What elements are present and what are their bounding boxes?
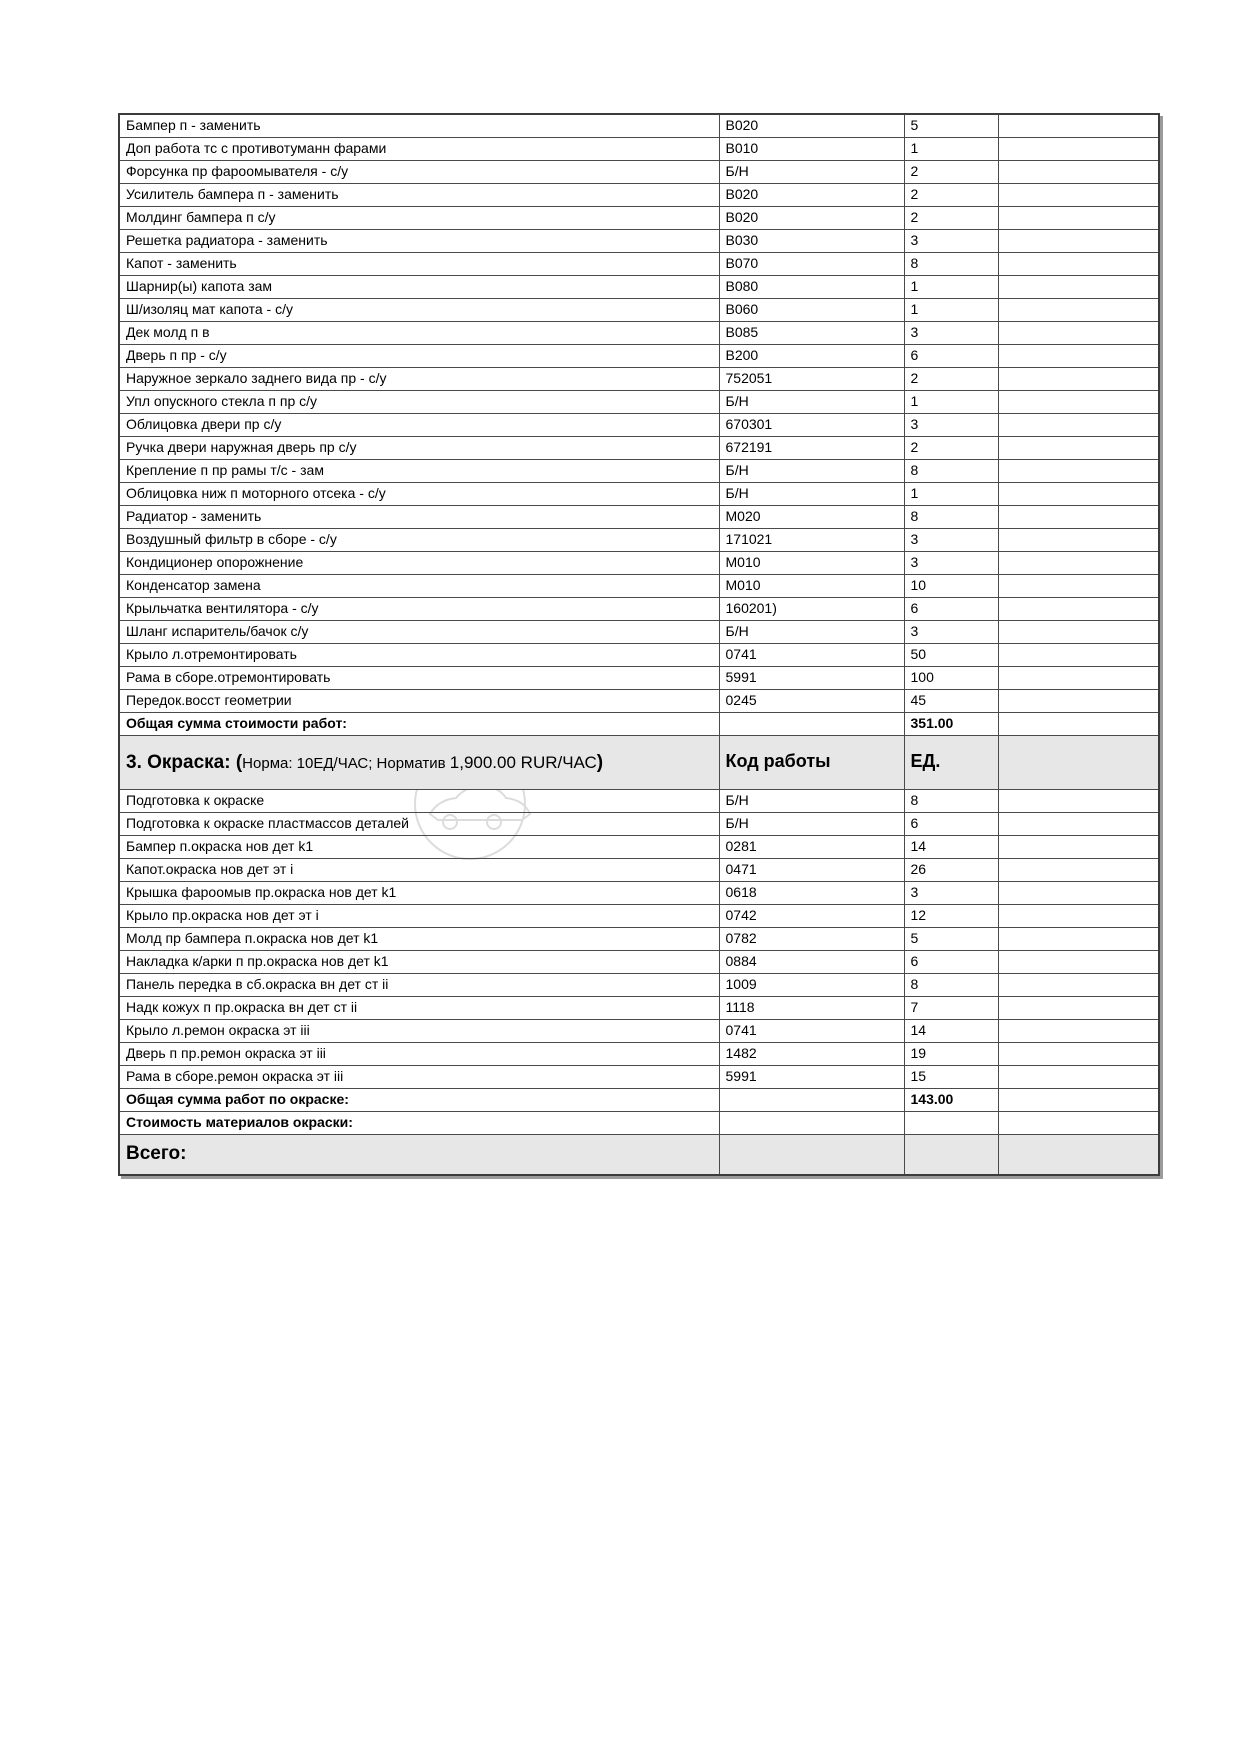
paint-materials-row bbox=[119, 1112, 1159, 1135]
work-units-cell: 8 bbox=[904, 253, 998, 276]
table-row bbox=[119, 230, 1159, 253]
empty-cell bbox=[998, 951, 1159, 974]
work-units-cell: 8 bbox=[904, 974, 998, 997]
work-code-cell: 0782 bbox=[719, 928, 904, 951]
work-units-cell: 100 bbox=[904, 667, 998, 690]
empty-cell bbox=[998, 506, 1159, 529]
table-row bbox=[119, 951, 1159, 974]
total-value-cell: 351.00 bbox=[904, 713, 998, 736]
work-description-cell: Доп работа тс с противотуманн фарами bbox=[119, 138, 719, 161]
work-units-cell: 3 bbox=[904, 621, 998, 644]
work-description-cell: Крыло л.отремонтировать bbox=[119, 644, 719, 667]
table-row bbox=[119, 690, 1159, 713]
work-description-cell: Рама в сборе.отремонтировать bbox=[119, 667, 719, 690]
table-row bbox=[119, 598, 1159, 621]
table-row bbox=[119, 1066, 1159, 1089]
work-units-cell: 5 bbox=[904, 928, 998, 951]
work-description-cell: Капот.окраска нов дет эт i bbox=[119, 859, 719, 882]
work-description-cell: Накладка к/арки п пр.окраска нов дет k1 bbox=[119, 951, 719, 974]
table-row bbox=[119, 905, 1159, 928]
empty-cell bbox=[998, 230, 1159, 253]
table-row bbox=[119, 974, 1159, 997]
paint-total-row bbox=[119, 1089, 1159, 1112]
empty-cell bbox=[998, 690, 1159, 713]
table-row bbox=[119, 483, 1159, 506]
table-row bbox=[119, 276, 1159, 299]
work-code-cell: B060 bbox=[719, 299, 904, 322]
work-code-cell: B020 bbox=[719, 184, 904, 207]
empty-cell bbox=[998, 997, 1159, 1020]
work-description-cell: Рама в сборе.ремон окраска эт iii bbox=[119, 1066, 719, 1089]
work-description-cell: Молд пр бампера п.окраска нов дет k1 bbox=[119, 928, 719, 951]
work-description-cell: Крышка фароомыв пр.окраска нов дет k1 bbox=[119, 882, 719, 905]
table-row bbox=[119, 322, 1159, 345]
work-description-cell: Бампер п.окраска нов дет k1 bbox=[119, 836, 719, 859]
table-row bbox=[119, 621, 1159, 644]
work-units-cell: 14 bbox=[904, 1020, 998, 1043]
empty-cell bbox=[998, 322, 1159, 345]
work-code-cell: 5991 bbox=[719, 667, 904, 690]
table-row bbox=[119, 161, 1159, 184]
total-label-cell: Общая сумма работ по окраске: bbox=[119, 1089, 719, 1112]
work-units-cell: 14 bbox=[904, 836, 998, 859]
table-row bbox=[119, 345, 1159, 368]
empty-cell bbox=[998, 138, 1159, 161]
work-code-cell: B070 bbox=[719, 253, 904, 276]
work-description-cell: Крыло пр.окраска нов дет эт i bbox=[119, 905, 719, 928]
empty-cell bbox=[998, 437, 1159, 460]
table-row bbox=[119, 414, 1159, 437]
estimate-table-body bbox=[119, 114, 1159, 1175]
empty-cell bbox=[998, 391, 1159, 414]
work-units-cell: 3 bbox=[904, 882, 998, 905]
work-code-cell: 0471 bbox=[719, 859, 904, 882]
work-code-cell: 672191 bbox=[719, 437, 904, 460]
empty-cell bbox=[998, 1066, 1159, 1089]
empty-cell bbox=[998, 621, 1159, 644]
paint-section-title-part: Норма: 10ЕД/ЧАС; Норматив bbox=[242, 754, 450, 772]
table-row bbox=[119, 997, 1159, 1020]
empty-cell bbox=[998, 736, 1159, 790]
work-code-cell: 752051 bbox=[719, 368, 904, 391]
paint-section-title-part: 3. Окраска: ( bbox=[126, 751, 243, 773]
table-row bbox=[119, 644, 1159, 667]
work-code-cell: 0741 bbox=[719, 1020, 904, 1043]
work-description-cell: Подготовка к окраске bbox=[119, 790, 719, 813]
empty-cell bbox=[998, 644, 1159, 667]
empty-cell bbox=[998, 598, 1159, 621]
paint-section-title-part: 1,900.00 RUR/ЧАС bbox=[449, 752, 597, 772]
table-row bbox=[119, 667, 1159, 690]
empty-cell bbox=[998, 368, 1159, 391]
work-units-cell: 2 bbox=[904, 184, 998, 207]
work-description-cell: Панель передка в сб.окраска вн дет ст ii bbox=[119, 974, 719, 997]
work-units-cell: 3 bbox=[904, 414, 998, 437]
empty-cell bbox=[998, 836, 1159, 859]
work-units-cell: 6 bbox=[904, 813, 998, 836]
table-row bbox=[119, 882, 1159, 905]
empty-cell bbox=[998, 552, 1159, 575]
labor-total-row bbox=[119, 713, 1159, 736]
work-description-cell: Упл опускного стекла п пр с/у bbox=[119, 391, 719, 414]
table-row bbox=[119, 552, 1159, 575]
empty-cell bbox=[998, 483, 1159, 506]
work-description-cell: Облицовка двери пр с/у bbox=[119, 414, 719, 437]
paint-section-title-part: ) bbox=[596, 751, 604, 773]
work-description-cell: Передок.восст геометрии bbox=[119, 690, 719, 713]
total-label-cell: Общая сумма стоимости работ: bbox=[119, 713, 719, 736]
work-description-cell: Ручка двери наружная дверь пр с/у bbox=[119, 437, 719, 460]
table-row bbox=[119, 368, 1159, 391]
work-units-cell: 12 bbox=[904, 905, 998, 928]
empty-cell bbox=[998, 1020, 1159, 1043]
work-description-cell: Воздушный фильтр в сборе - с/у bbox=[119, 529, 719, 552]
empty-cell bbox=[998, 529, 1159, 552]
empty-cell bbox=[719, 1089, 904, 1112]
work-code-cell: M010 bbox=[719, 552, 904, 575]
work-description-cell: Ш/изоляц мат капота - с/у bbox=[119, 299, 719, 322]
work-units-cell: 2 bbox=[904, 437, 998, 460]
work-description-cell: Молдинг бампера п с/у bbox=[119, 207, 719, 230]
work-description-cell: Крепление п пр рамы т/с - зам bbox=[119, 460, 719, 483]
work-description-cell: Кондиционер опорожнение bbox=[119, 552, 719, 575]
work-code-cell: 670301 bbox=[719, 414, 904, 437]
table-row bbox=[119, 138, 1159, 161]
work-units-cell: 5 bbox=[904, 114, 998, 138]
empty-cell bbox=[998, 345, 1159, 368]
grand-total-row bbox=[119, 1135, 1159, 1176]
table-row bbox=[119, 813, 1159, 836]
empty-cell bbox=[998, 859, 1159, 882]
paint-section-header-row bbox=[119, 736, 1159, 790]
empty-cell bbox=[998, 790, 1159, 813]
table-row bbox=[119, 1043, 1159, 1066]
empty-cell bbox=[998, 1089, 1159, 1112]
work-code-cell: B200 bbox=[719, 345, 904, 368]
table-row bbox=[119, 575, 1159, 598]
empty-cell bbox=[998, 253, 1159, 276]
table-row bbox=[119, 114, 1159, 138]
work-code-cell: M010 bbox=[719, 575, 904, 598]
work-description-cell: Дек молд п в bbox=[119, 322, 719, 345]
empty-cell bbox=[998, 1043, 1159, 1066]
work-units-cell: 3 bbox=[904, 322, 998, 345]
work-code-cell: Б/Н bbox=[719, 790, 904, 813]
work-units-cell: 19 bbox=[904, 1043, 998, 1066]
work-description-cell: Бампер п - заменить bbox=[119, 114, 719, 138]
table-row bbox=[119, 437, 1159, 460]
work-units-cell: 6 bbox=[904, 598, 998, 621]
work-code-cell: 0741 bbox=[719, 644, 904, 667]
work-units-cell: 1 bbox=[904, 138, 998, 161]
work-units-cell: 8 bbox=[904, 506, 998, 529]
work-units-cell: 45 bbox=[904, 690, 998, 713]
work-units-cell: 6 bbox=[904, 951, 998, 974]
work-code-cell: 0245 bbox=[719, 690, 904, 713]
table-row bbox=[119, 859, 1159, 882]
work-description-cell: Подготовка к окраске пластмассов деталей bbox=[119, 813, 719, 836]
table-row bbox=[119, 529, 1159, 552]
empty-cell bbox=[998, 207, 1159, 230]
work-code-cell: Б/Н bbox=[719, 161, 904, 184]
table-row bbox=[119, 299, 1159, 322]
empty-cell bbox=[998, 184, 1159, 207]
work-units-cell: 1 bbox=[904, 391, 998, 414]
work-units-cell: 2 bbox=[904, 368, 998, 391]
empty-cell bbox=[719, 713, 904, 736]
empty-cell bbox=[998, 1112, 1159, 1135]
work-code-cell: 1482 bbox=[719, 1043, 904, 1066]
empty-cell bbox=[998, 299, 1159, 322]
paint-section-title-cell bbox=[119, 736, 719, 790]
empty-cell bbox=[998, 575, 1159, 598]
work-code-cell: 1009 bbox=[719, 974, 904, 997]
work-units-cell: 2 bbox=[904, 161, 998, 184]
work-description-cell: Надк кожух п пр.окраска вн дет ст ii bbox=[119, 997, 719, 1020]
work-units-cell: 2 bbox=[904, 207, 998, 230]
work-code-cell: 1118 bbox=[719, 997, 904, 1020]
work-code-cell: Б/Н bbox=[719, 621, 904, 644]
work-code-cell: B020 bbox=[719, 114, 904, 138]
table-row bbox=[119, 506, 1159, 529]
empty-cell bbox=[998, 161, 1159, 184]
empty-cell bbox=[998, 713, 1159, 736]
grand-total-label-cell: Всего: bbox=[119, 1135, 719, 1176]
empty-cell bbox=[719, 1135, 904, 1176]
empty-cell bbox=[998, 974, 1159, 997]
work-units-cell: 50 bbox=[904, 644, 998, 667]
work-units-cell: 3 bbox=[904, 230, 998, 253]
work-description-cell: Крыльчатка вентилятора - с/у bbox=[119, 598, 719, 621]
work-units-cell: 1 bbox=[904, 483, 998, 506]
work-units-cell: 8 bbox=[904, 790, 998, 813]
work-units-cell: 1 bbox=[904, 299, 998, 322]
table-row bbox=[119, 460, 1159, 483]
work-units-cell: 3 bbox=[904, 529, 998, 552]
empty-cell bbox=[998, 114, 1159, 138]
work-description-cell: Шарнир(ы) капота зам bbox=[119, 276, 719, 299]
column-header-code-cell: Код работы bbox=[719, 736, 904, 790]
work-code-cell: 0884 bbox=[719, 951, 904, 974]
work-code-cell: Б/Н bbox=[719, 813, 904, 836]
empty-cell bbox=[904, 1135, 998, 1176]
work-units-cell: 15 bbox=[904, 1066, 998, 1089]
work-code-cell: 0281 bbox=[719, 836, 904, 859]
work-code-cell: B010 bbox=[719, 138, 904, 161]
empty-cell bbox=[719, 1112, 904, 1135]
work-description-cell: Форсунка пр фароомывателя - с/у bbox=[119, 161, 719, 184]
work-units-cell: 10 bbox=[904, 575, 998, 598]
work-code-cell: 171021 bbox=[719, 529, 904, 552]
empty-cell bbox=[998, 667, 1159, 690]
work-code-cell: B085 bbox=[719, 322, 904, 345]
work-units-cell: 3 bbox=[904, 552, 998, 575]
work-description-cell: Капот - заменить bbox=[119, 253, 719, 276]
work-description-cell: Шланг испаритель/бачок с/у bbox=[119, 621, 719, 644]
work-code-cell: B020 bbox=[719, 207, 904, 230]
work-description-cell: Решетка радиатора - заменить bbox=[119, 230, 719, 253]
empty-cell bbox=[998, 928, 1159, 951]
estimate-table bbox=[118, 113, 1160, 1176]
empty-cell bbox=[998, 276, 1159, 299]
table-row bbox=[119, 207, 1159, 230]
work-units-cell: 26 bbox=[904, 859, 998, 882]
work-description-cell: Радиатор - заменить bbox=[119, 506, 719, 529]
empty-cell bbox=[998, 1135, 1159, 1176]
empty-cell bbox=[998, 813, 1159, 836]
work-units-cell: 7 bbox=[904, 997, 998, 1020]
work-description-cell: Дверь п пр.ремон окраска эт iii bbox=[119, 1043, 719, 1066]
total-value-cell: 143.00 bbox=[904, 1089, 998, 1112]
work-code-cell: 5991 bbox=[719, 1066, 904, 1089]
column-header-units-cell: ЕД. bbox=[904, 736, 998, 790]
work-description-cell: Крыло л.ремон окраска эт iii bbox=[119, 1020, 719, 1043]
work-description-cell: Дверь п пр - с/у bbox=[119, 345, 719, 368]
work-code-cell: Б/Н bbox=[719, 460, 904, 483]
work-units-cell: 6 bbox=[904, 345, 998, 368]
table-row bbox=[119, 1020, 1159, 1043]
work-description-cell: Наружное зеркало заднего вида пр - с/у bbox=[119, 368, 719, 391]
table-row bbox=[119, 928, 1159, 951]
work-code-cell: M020 bbox=[719, 506, 904, 529]
empty-cell bbox=[998, 905, 1159, 928]
work-code-cell: Б/Н bbox=[719, 391, 904, 414]
empty-cell bbox=[998, 882, 1159, 905]
table-row bbox=[119, 790, 1159, 813]
work-code-cell: Б/Н bbox=[719, 483, 904, 506]
work-description-cell: Облицовка ниж п моторного отсека - с/у bbox=[119, 483, 719, 506]
work-units-cell: 1 bbox=[904, 276, 998, 299]
table-row bbox=[119, 391, 1159, 414]
work-description-cell: Усилитель бампера п - заменить bbox=[119, 184, 719, 207]
work-units-cell: 8 bbox=[904, 460, 998, 483]
empty-cell bbox=[998, 460, 1159, 483]
work-code-cell: 0742 bbox=[719, 905, 904, 928]
work-code-cell: B080 bbox=[719, 276, 904, 299]
table-row bbox=[119, 836, 1159, 859]
work-description-cell: Конденсатор замена bbox=[119, 575, 719, 598]
empty-cell bbox=[998, 414, 1159, 437]
total-label-cell: Стоимость материалов окраски: bbox=[119, 1112, 719, 1135]
table-row bbox=[119, 184, 1159, 207]
table-row bbox=[119, 253, 1159, 276]
total-value-cell bbox=[904, 1112, 998, 1135]
work-code-cell: B030 bbox=[719, 230, 904, 253]
work-code-cell: 160201) bbox=[719, 598, 904, 621]
work-code-cell: 0618 bbox=[719, 882, 904, 905]
